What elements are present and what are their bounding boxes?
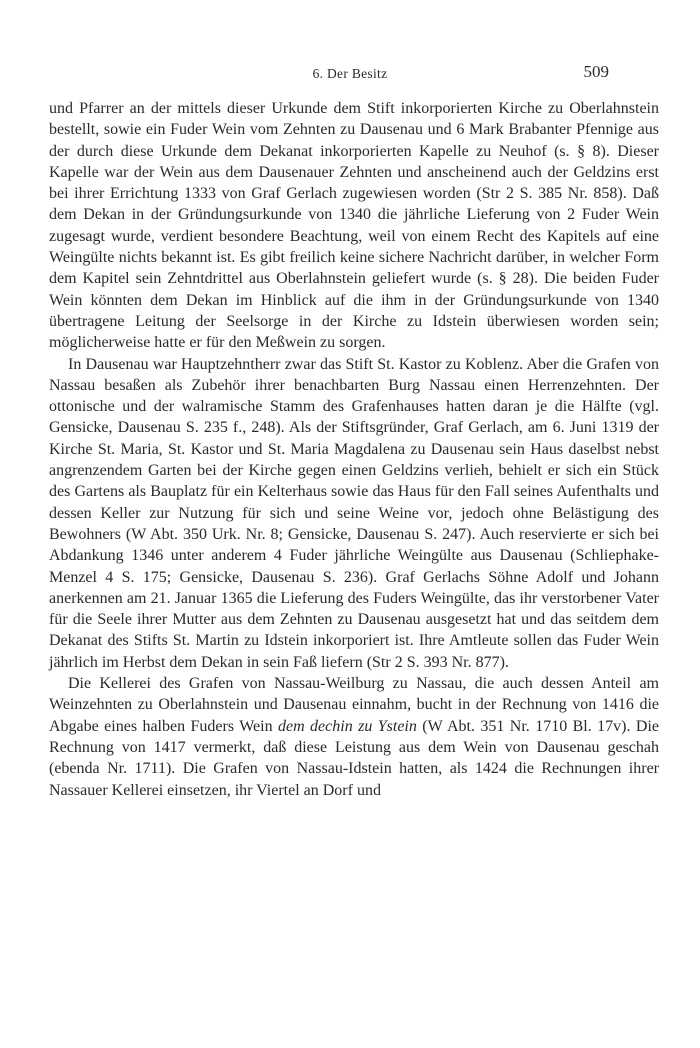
paragraph-3 [49,673,659,801]
running-header [0,62,700,86]
italic-quotation: dem dechin zu Ystein [277,717,417,735]
body-text [49,98,659,801]
paragraph-1 [49,98,659,354]
paragraph-text: Die Kellerei des Grafen von Nassau-Weilburg zu Nassau, die auch dessen Anteil am Weinzehnten zu Oberlahnstein und Dausenau einnahm, bucht in der Rechnung von 1416 die Abgabe eines halben Fuders Wein [49,675,659,735]
running-title: 6. Der Besitz [312,66,388,81]
paragraph-text: In Dausenau war Hauptzehntherr zwar das Stift St. Kastor zu Koblenz. Aber die Grafen von Nassau besaßen als Zubehör ihrer benachbarten Burg Nassau einen Herrenzehnten. Der ottonische und der walramische Stamm des Grafenhauses hatten daran je die Hälfte (vgl. Gensicke, Dausenau S. 235 f., 248). Als der Stiftsgründer, Graf Gerlach, am 6. Juni 1319 der Kirche St. Maria, St. Kastor und St. Maria Magdalena zu Dausenau sein Haus daselbst nebst angrenzendem Garten bei der Kirche gegen einen Geldzins verlieh, behielt er sich ein Stück des Gartens als Bauplatz für ein Kelterhaus sowie das Haus für den Fall seines Aufenthalts und dessen Keller zur Nutzung für sich und seine Weine vor, jedoch ohne Belästigung des Bewohners (W Abt. 350 Urk. Nr. 8; Gensicke, Dausenau S. 247). Auch reservierte er sich bei Abdankung 1346 unter anderem 4 Fuder jährliche Weingülte aus Dausenau (Schliephake-Menzel 4 S. 175; Gensicke, Dausenau S. 236). Graf Gerlachs Söhne Adolf und Johann anerkennen am 21. Januar 1365 die Lieferung des Fuders Weingülte, das ihr verstorbener Vater für die Seele ihrer Mutter aus dem Zehnten zu Dausenau ausgesetzt hat und das seitdem dem Dekanat des Stifts St. Martin zu Idstein inkorporiert ist. Ihre Amtleute sollen das Fuder Wein jährlich im Herbst dem Dekan in sein Faß liefern (Str 2 S. 393 Nr. 877). [49,355,659,671]
paragraph-2 [49,354,659,673]
page-number: 509 [583,62,609,81]
paragraph-text: (W Abt. 351 Nr. 1710 Bl. 17v). Die Rechnung von 1417 vermerkt, daß diese Leistung aus dem Wein von Dausenau geschah (ebenda Nr. 1711). Die Grafen von Nassau-Idstein hatten, als 1424 die Rechnungen ihrer Nassauer Kellerei einsetzen, ihr Viertel an Dorf und [49,717,659,799]
paragraph-text: und Pfarrer an der mittels dieser Urkunde dem Stift inkorporierten Kirche zu Oberlahnstein bestellt, sowie ein Fuder Wein vom Zehnten zu Dausenau und 6 Mark Brabanter Pfennige aus der durch diese Urkunde dem Dekanat inkorporierten Kapelle zu Neuhof (s. § 8). Dieser Kapelle war der Wein aus dem Dausenauer Zehnten und anscheinend auch der Geldzins erst bei ihrer Errichtung 1333 von Graf Gerlach zugewiesen worden (Str 2 S. 385 Nr. 858). Daß dem Dekan in der Gründungsurkunde von 1340 die jährliche Lieferung von 2 Fuder Wein zugesagt wurde, verdient besondere Beachtung, weil von einem Recht des Kapitels auf eine Weingülte nichts bekannt ist. Es gibt freilich keine sichere Nachricht darüber, in welcher Form dem Kapitel sein Zehntdrittel aus Oberlahnstein geliefert wurde (s. § 28). Die beiden Fuder Wein könnten dem Dekan im Hinblick auf die ihm in der Gründungsurkunde von 1340 übertragene Leitung der Seelsorge in der Kirche zu Idstein überwiesen worden sein; möglicherweise hatte er für den Meßwein zu sorgen. [49,100,659,352]
